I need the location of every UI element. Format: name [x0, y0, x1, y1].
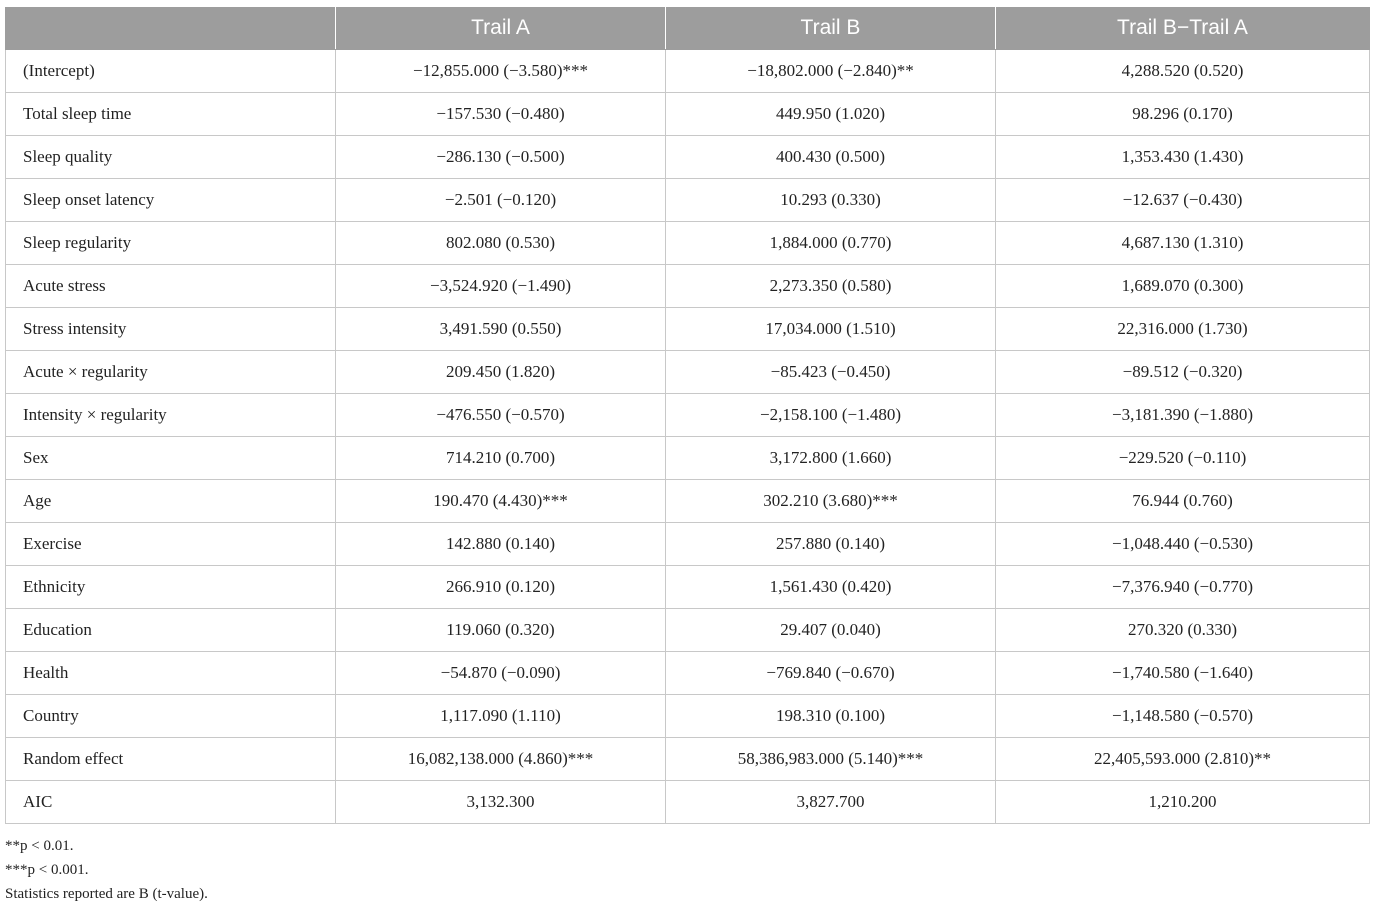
trail-b-cell: 29.407 (0.040)	[666, 609, 996, 652]
table-row	[6, 308, 1370, 351]
table-row	[6, 351, 1370, 394]
trail-b-cell: 10.293 (0.330)	[666, 179, 996, 222]
trail-a-cell: −3,524.920 (−1.490)	[336, 265, 666, 308]
trail-a-cell: 3,491.590 (0.550)	[336, 308, 666, 351]
trail-a-cell: 266.910 (0.120)	[336, 566, 666, 609]
trail-diff-cell: 4,687.130 (1.310)	[996, 222, 1370, 265]
table-row	[6, 136, 1370, 179]
row-label-cell: Health	[6, 652, 336, 695]
row-label-cell: Exercise	[6, 523, 336, 566]
trail-b-cell: 302.210 (3.680)***	[666, 480, 996, 523]
trail-b-cell: 1,884.000 (0.770)	[666, 222, 996, 265]
trail-diff-cell: −229.520 (−0.110)	[996, 437, 1370, 480]
footnote-p001: ***p < 0.001.	[5, 862, 89, 878]
regression-results-table	[5, 7, 1370, 824]
table-row	[6, 609, 1370, 652]
header-row	[6, 7, 1370, 50]
trail-a-cell: 802.080 (0.530)	[336, 222, 666, 265]
table-row	[6, 652, 1370, 695]
trail-a-cell: 142.880 (0.140)	[336, 523, 666, 566]
trail-b-cell: −85.423 (−0.450)	[666, 351, 996, 394]
row-label-cell: (Intercept)	[6, 50, 336, 93]
row-label-cell: Acute × regularity	[6, 351, 336, 394]
table-header	[6, 7, 1370, 50]
trail-diff-cell: 1,210.200	[996, 781, 1370, 824]
table-row	[6, 50, 1370, 93]
table-row	[6, 179, 1370, 222]
table-body	[6, 50, 1370, 824]
trail-diff-cell: −3,181.390 (−1.880)	[996, 394, 1370, 437]
row-label-cell: Random effect	[6, 738, 336, 781]
footnote-p01: **p < 0.01.	[5, 838, 74, 854]
trail-diff-cell: 270.320 (0.330)	[996, 609, 1370, 652]
trail-a-cell: 3,132.300	[336, 781, 666, 824]
trail-diff-cell: −1,048.440 (−0.530)	[996, 523, 1370, 566]
trail-a-cell: 714.210 (0.700)	[336, 437, 666, 480]
trail-b-cell: 1,561.430 (0.420)	[666, 566, 996, 609]
trail-b-cell: 400.430 (0.500)	[666, 136, 996, 179]
table-row	[6, 437, 1370, 480]
table-row	[6, 523, 1370, 566]
row-label-cell: Sleep quality	[6, 136, 336, 179]
table-row	[6, 738, 1370, 781]
trail-diff-cell: −1,148.580 (−0.570)	[996, 695, 1370, 738]
trail-a-cell: 1,117.090 (1.110)	[336, 695, 666, 738]
trail-a-cell: 190.470 (4.430)***	[336, 480, 666, 523]
trail-b-cell: −18,802.000 (−2.840)**	[666, 50, 996, 93]
table-row	[6, 394, 1370, 437]
row-label-cell: Sleep regularity	[6, 222, 336, 265]
table-row	[6, 695, 1370, 738]
trail-b-cell: 17,034.000 (1.510)	[666, 308, 996, 351]
results-table-container	[5, 7, 1369, 824]
trail-diff-cell: −7,376.940 (−0.770)	[996, 566, 1370, 609]
row-label-cell: AIC	[6, 781, 336, 824]
table-row	[6, 265, 1370, 308]
trail-a-cell: 119.060 (0.320)	[336, 609, 666, 652]
trail-diff-cell: −1,740.580 (−1.640)	[996, 652, 1370, 695]
trail-a-cell: −2.501 (−0.120)	[336, 179, 666, 222]
trail-b-cell: −769.840 (−0.670)	[666, 652, 996, 695]
row-label-cell: Country	[6, 695, 336, 738]
trail-diff-cell: 4,288.520 (0.520)	[996, 50, 1370, 93]
trail-a-cell: −54.870 (−0.090)	[336, 652, 666, 695]
trail-diff-cell: −12.637 (−0.430)	[996, 179, 1370, 222]
trail-a-cell: −476.550 (−0.570)	[336, 394, 666, 437]
table-row	[6, 480, 1370, 523]
trail-b-cell: 2,273.350 (0.580)	[666, 265, 996, 308]
row-label-cell: Acute stress	[6, 265, 336, 308]
trail-diff-cell: 1,353.430 (1.430)	[996, 136, 1370, 179]
table-row	[6, 781, 1370, 824]
row-label-cell: Sleep onset latency	[6, 179, 336, 222]
trail-a-cell: −157.530 (−0.480)	[336, 93, 666, 136]
header-cell-trail-a: Trail A	[336, 7, 666, 50]
table-row	[6, 93, 1370, 136]
footnote-statistics: Statistics reported are B (t-value).	[5, 886, 208, 902]
row-label-cell: Ethnicity	[6, 566, 336, 609]
table-row	[6, 222, 1370, 265]
row-label-cell: Education	[6, 609, 336, 652]
trail-a-cell: 209.450 (1.820)	[336, 351, 666, 394]
header-cell-trail-b: Trail B	[666, 7, 996, 50]
trail-diff-cell: 76.944 (0.760)	[996, 480, 1370, 523]
header-cell-trail-diff: Trail B−Trail A	[996, 7, 1370, 50]
trail-b-cell: 449.950 (1.020)	[666, 93, 996, 136]
trail-diff-cell: 98.296 (0.170)	[996, 93, 1370, 136]
trail-b-cell: 3,172.800 (1.660)	[666, 437, 996, 480]
row-label-cell: Age	[6, 480, 336, 523]
trail-a-cell: 16,082,138.000 (4.860)***	[336, 738, 666, 781]
trail-a-cell: −12,855.000 (−3.580)***	[336, 50, 666, 93]
trail-diff-cell: 1,689.070 (0.300)	[996, 265, 1370, 308]
row-label-cell: Stress intensity	[6, 308, 336, 351]
row-label-cell: Total sleep time	[6, 93, 336, 136]
trail-diff-cell: −89.512 (−0.320)	[996, 351, 1370, 394]
trail-b-cell: 58,386,983.000 (5.140)***	[666, 738, 996, 781]
table-row	[6, 566, 1370, 609]
row-label-cell: Sex	[6, 437, 336, 480]
row-label-cell: Intensity × regularity	[6, 394, 336, 437]
trail-b-cell: 198.310 (0.100)	[666, 695, 996, 738]
header-cell-variable	[6, 7, 336, 50]
trail-diff-cell: 22,405,593.000 (2.810)**	[996, 738, 1370, 781]
trail-b-cell: −2,158.100 (−1.480)	[666, 394, 996, 437]
table-footnotes	[5, 834, 208, 906]
trail-b-cell: 257.880 (0.140)	[666, 523, 996, 566]
trail-a-cell: −286.130 (−0.500)	[336, 136, 666, 179]
trail-diff-cell: 22,316.000 (1.730)	[996, 308, 1370, 351]
trail-b-cell: 3,827.700	[666, 781, 996, 824]
